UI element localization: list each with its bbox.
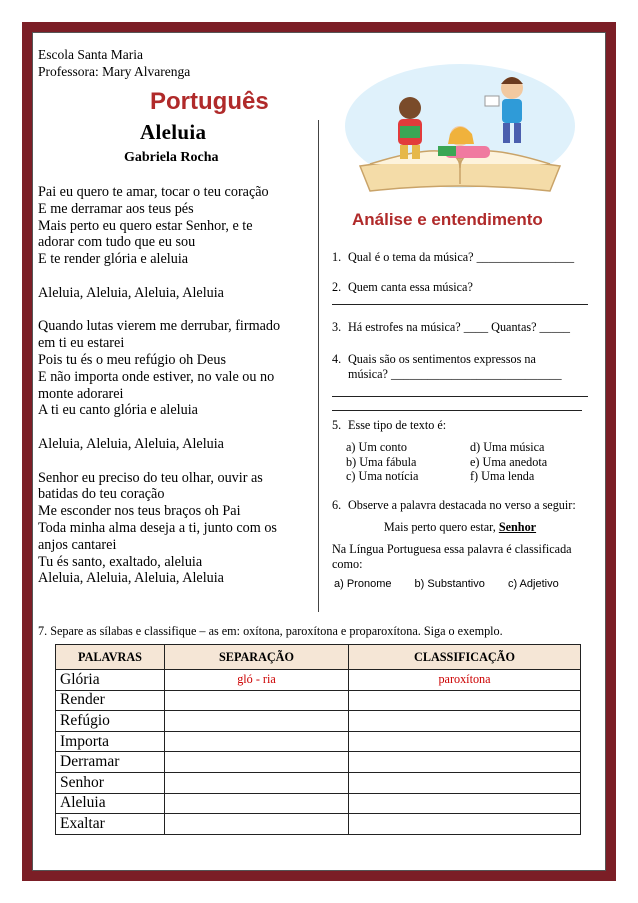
question-1 (332, 250, 588, 265)
lyric-line: Mais perto eu quero estar Senhor, e te (38, 217, 253, 234)
word-cell: Glória (56, 670, 165, 691)
analysis-title: Análise e entendimento (352, 210, 543, 229)
classification-cell[interactable] (349, 690, 581, 711)
header-separacao: SEPARAÇÃO (165, 645, 349, 670)
question-number: 5. (332, 418, 342, 432)
question-6 (332, 498, 588, 513)
classification-cell[interactable]: paroxítona (349, 670, 581, 691)
word-cell: Derramar (56, 752, 165, 773)
q6-prompt: Na Língua Portuguesa essa palavra é classificada como: (332, 542, 572, 571)
q5-options-left (346, 440, 418, 484)
song-title: Aleluia (140, 120, 207, 144)
lyric-line: Aleluia, Aleluia, Aleluia, Aleluia (38, 284, 224, 301)
word-cell: Exaltar (56, 814, 165, 835)
song-artist: Gabriela Rocha (124, 150, 219, 165)
option-a[interactable]: a) Um conto (346, 440, 407, 454)
question-number: 6. (332, 498, 342, 512)
q6-verse (332, 520, 588, 535)
option-adjetivo[interactable]: c) Adjetivo (507, 578, 559, 590)
table-row (56, 793, 581, 814)
question-text-continued: música? ____________________________ (348, 367, 562, 381)
lyric-line: E te render glória e aleluia (38, 251, 189, 268)
question-4 (332, 352, 588, 382)
column-divider (318, 120, 319, 612)
lyric-line: Pai eu quero te amar, tocar o teu coração (38, 184, 269, 200)
option-substantivo[interactable]: b) Substantivo (414, 578, 485, 590)
separation-cell[interactable]: gló - ria (165, 670, 349, 691)
classification-cell[interactable] (349, 793, 581, 814)
classification-cell[interactable] (349, 731, 581, 752)
classification-cell[interactable] (349, 814, 581, 835)
lyric-line: Quando lutas vierem me derrubar, firmado (38, 318, 281, 335)
school-name: Escola Santa Maria (38, 47, 143, 62)
option-c[interactable]: c) Uma notícia (346, 469, 419, 483)
classification-cell[interactable] (349, 772, 581, 793)
song-lyrics (38, 184, 310, 604)
children-reading-illustration (340, 56, 580, 206)
q5-options-right (470, 440, 547, 484)
separation-cell[interactable] (165, 752, 349, 773)
option-pronome[interactable]: a) Pronome (334, 578, 392, 590)
table-row (56, 731, 581, 752)
lyric-line: monte adorarei (38, 385, 124, 402)
stanza (38, 318, 310, 419)
table-row (56, 772, 581, 793)
stanza (38, 285, 310, 302)
classification-cell[interactable] (349, 711, 581, 732)
question-5 (332, 418, 588, 433)
school-header (38, 46, 190, 80)
option-e[interactable]: e) Uma anedota (470, 454, 548, 469)
header-palavras: PALAVRAS (56, 645, 165, 670)
q6-options (334, 578, 579, 590)
highlighted-word: Senhor (498, 520, 537, 534)
answer-line[interactable] (332, 396, 588, 397)
lyric-line: em ti eu estarei (38, 335, 125, 352)
table-row (56, 670, 581, 691)
question-text: Qual é o tema da música? ________________ (348, 250, 575, 264)
stanza (38, 184, 310, 268)
question-number: 3. (332, 320, 342, 334)
answer-line[interactable] (332, 304, 588, 305)
separation-cell[interactable] (165, 711, 349, 732)
verse-text: Mais perto quero estar, (383, 520, 496, 534)
word-cell: Aleluia (56, 793, 165, 814)
question-text: Há estrofes na música? ____ Quantas? _____ (348, 320, 571, 334)
separation-cell[interactable] (165, 772, 349, 793)
word-cell: Importa (56, 731, 165, 752)
teacher-name: Professora: Mary Alvarenga (38, 64, 191, 79)
option-b[interactable]: b) Uma fábula (346, 454, 417, 469)
lyric-line: Aleluia, Aleluia, Aleluia, Aleluia (38, 435, 224, 452)
lyric-line: E me derramar aos teus pés (38, 200, 194, 217)
separation-cell[interactable] (165, 793, 349, 814)
question-text: Observe a palavra destacada no verso a seguir: (348, 498, 576, 512)
lyric-line: Pois tu és o meu refúgio oh Deus (38, 351, 226, 368)
separation-cell[interactable] (165, 814, 349, 835)
header-classificacao: CLASSIFICAÇÃO (349, 645, 581, 670)
separation-cell[interactable] (165, 690, 349, 711)
classification-cell[interactable] (349, 752, 581, 773)
separation-cell[interactable] (165, 731, 349, 752)
lyric-line: Toda minha alma deseja a ti, junto com os (38, 519, 277, 536)
lyric-line: adorar com tudo que eu sou (38, 234, 196, 251)
question-2 (332, 280, 588, 295)
word-cell: Refúgio (56, 711, 165, 732)
word-cell: Senhor (56, 772, 165, 793)
lyric-line: A ti eu canto glória e aleluia (38, 402, 198, 419)
question-text: Quais são os sentimentos expressos na (348, 352, 536, 366)
lyric-line: anjos cantarei (38, 536, 117, 553)
table-row (56, 752, 581, 773)
answer-line[interactable] (332, 410, 582, 411)
option-f[interactable]: f) Uma lenda (470, 469, 535, 483)
question-3 (332, 320, 588, 335)
question-number: 1. (332, 250, 342, 264)
lyric-line: Tu és santo, exaltado, aleluia (38, 553, 203, 570)
table-row (56, 690, 581, 711)
table-row (56, 711, 581, 732)
lyric-line: E não importa onde estiver, no vale ou no (38, 368, 275, 385)
syllable-table (55, 644, 581, 835)
word-cell: Render (56, 690, 165, 711)
option-d[interactable]: d) Uma música (470, 440, 545, 454)
subject-title: Português (150, 88, 269, 115)
lyric-line: Senhor eu preciso do teu olhar, ouvir as (38, 469, 263, 486)
lyric-line: Me esconder nos teus braços oh Pai (38, 503, 241, 520)
question-text: Quem canta essa música? (348, 280, 473, 294)
question-number: 2. (332, 280, 342, 294)
lyric-line: batidas do teu coração (38, 486, 165, 503)
lyric-line: Aleluia, Aleluia, Aleluia, Aleluia (38, 570, 224, 587)
stanza (38, 436, 310, 453)
question-7: 7. Separe as sílabas e classifique – as em: oxítona, paroxítona e proparoxítona. Siga o exemplo. (38, 624, 503, 638)
stanza (38, 470, 310, 588)
question-text: Esse tipo de texto é: (348, 418, 447, 432)
table-row (56, 814, 581, 835)
question-number: 4. (332, 352, 342, 366)
